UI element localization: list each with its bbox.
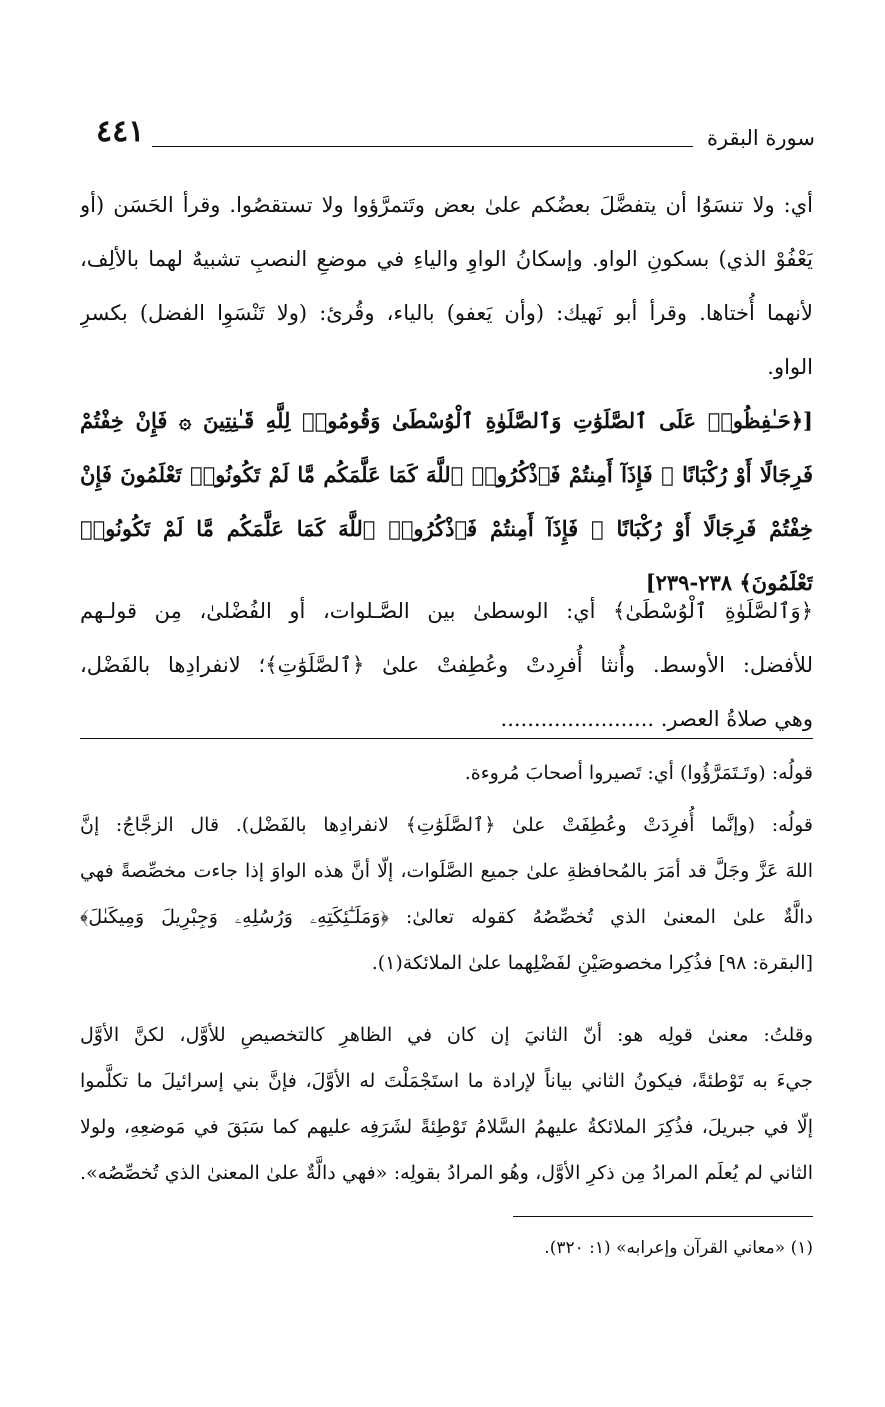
note-line: قولُه: (وإنَّما أُفرِدَتْ وعُطِفَتْ علىٰ ﴿ٱلصَّلَوَٰتِ﴾ لانفرادِها بالفَضْل). قال الزجَّاجُ: إنَّ [80, 814, 813, 836]
text-line: للأفضل: الأوسط. وأُنثا أُفرِدتْ وعُطِفتْ علىٰ ﴿ٱلصَّلَوَٰتِ﴾؛ لانفرادِها بالفَضْل، [80, 653, 813, 677]
footnote: (١) «معاني القرآن وإعرابه» (١: ٣٢٠). [544, 1238, 813, 1258]
gloss-notes [80, 750, 813, 986]
footnote-rule [513, 1216, 813, 1217]
note-line: إلّا في جبريلَ، فذُكِرَ الملائكةُ عليهمُ السَّلامُ تَوْطِئةً لشَرَفِه عليهم كما سَبَقَ في مَوضعِهِ، ولولا [80, 1116, 813, 1138]
text-line: ﴿وَٱلصَّلَوٰةِ ٱلْوُسْطَىٰ﴾ أي: الوسطىٰ بين الصَّـلوات، أو الفُضْلىٰ، مِن قولـهم [80, 599, 813, 623]
verse-line: فَرِجَالًا أَوْ رُكْبَانًا ۖ فَإِذَآ أَمِنتُمْ فَٱذْكُرُوا۟ ٱللَّهَ كَمَا عَلَّمَكُم مَّا لَمْ تَكُونُوا۟ تَعْلَمُونَ فَإِنْ [80, 462, 813, 487]
page-number: ٤٤١ [96, 114, 145, 149]
text-line: الواو. [767, 355, 813, 379]
gloss-notes-continued [80, 1012, 813, 1196]
text-line: أي: ولا تنسَوُا أن يتفضَّلَ بعضُكم علىٰ بعض وتَتمرَّؤوا ولا تستقصُوا. وقرأ الحَسَن (أو [80, 193, 813, 217]
note-line: قولُه: (وتَـتَمَرَّؤُوا) أي: تَصيروا أصحابَ مُروءة. [464, 762, 813, 784]
running-title: سورة البقرة [706, 126, 815, 150]
note-line: جيءَ به تَوْطئةً، فيكونُ الثاني بياناً لإرادة ما استَجْمَلْتَ له الأوَّلَ، فإنَّ بني إسرائيلَ ما تكلَّموا [80, 1070, 813, 1092]
text-line: وهي صلاةُ العصر. ....................... [500, 707, 813, 731]
section-divider [80, 738, 813, 739]
note-line: اللهَ عَزَّ وجَلَّ قد أمَرَ بالمُحافظةِ علىٰ جميع الصَّلَوات، إلّا أنَّ هذه الواوَ إذا جاءت مخصِّصةً فهي [80, 860, 813, 882]
note-line: وقلتُ: معنىٰ قولِه هو: أنّ الثانيَ إن كان في الظاهرِ كالتخصيصِ للأوَّل، لكنَّ الأوَّل [80, 1024, 813, 1046]
header-rule [152, 146, 693, 147]
text-line: يَعْفُوْ الذي) بسكونِ الواو. وإسكانُ الواوِ والياءِ في موضعِ النصبِ تشبيهٌ لهما بالألِف، [80, 247, 813, 271]
verse-line: [﴿حَـٰفِظُوا۟ عَلَى ٱلصَّلَوَٰتِ وَٱلصَّلَوٰةِ ٱلْوُسْطَىٰ وَقُومُوا۟ لِلَّهِ قَـٰنِتِينَ ۞ فَإِنْ خِفْتُمْ [80, 408, 813, 433]
page-header [96, 112, 815, 156]
note-line: دالَّةٌ علىٰ المعنىٰ الذي تُخصِّصُهُ كقوله تعالىٰ: ﴿وَمَلَـٰٓئِكَتِهِۦ وَرُسُلِهِۦ وَجِبْرِيلَ وَمِيكَىٰلَ﴾ [80, 906, 813, 928]
main-text [80, 178, 813, 394]
note-line: الثاني لم يُعلَم المرادُ مِن ذكرِ الأوَّل، وهُو المرادُ بقولِه: «فهي دالَّةٌ علىٰ المعنىٰ الذي تُخصِّصُه». [80, 1162, 813, 1184]
commentary-text [80, 584, 813, 746]
verse-line: تَعْلَمُونَ﴾ ٢٣٨-٢٣٩] [645, 570, 813, 595]
note-line: [البقرة: ٩٨] فذُكِرا مخصوصَيْنِ لفَضْلِهما علىٰ الملائكة(١). [371, 952, 813, 974]
text-line: لأنهما أُختاها. وقرأ أبو نَهيك: (وأن يَعفو) بالياء، وقُرئ: (ولا تَنْسَوِا الفضل) بكسرِ [80, 301, 813, 325]
quran-verse-block [80, 394, 813, 610]
verse-line: خِفْتُمْ فَرِجَالًا أَوْ رُكْبَانًا ۖ فَإِذَآ أَمِنتُمْ فَٱذْكُرُوا۟ ٱللَّهَ كَمَا عَلَّمَكُم مَّا لَمْ تَكُونُوا۟ [80, 516, 813, 541]
